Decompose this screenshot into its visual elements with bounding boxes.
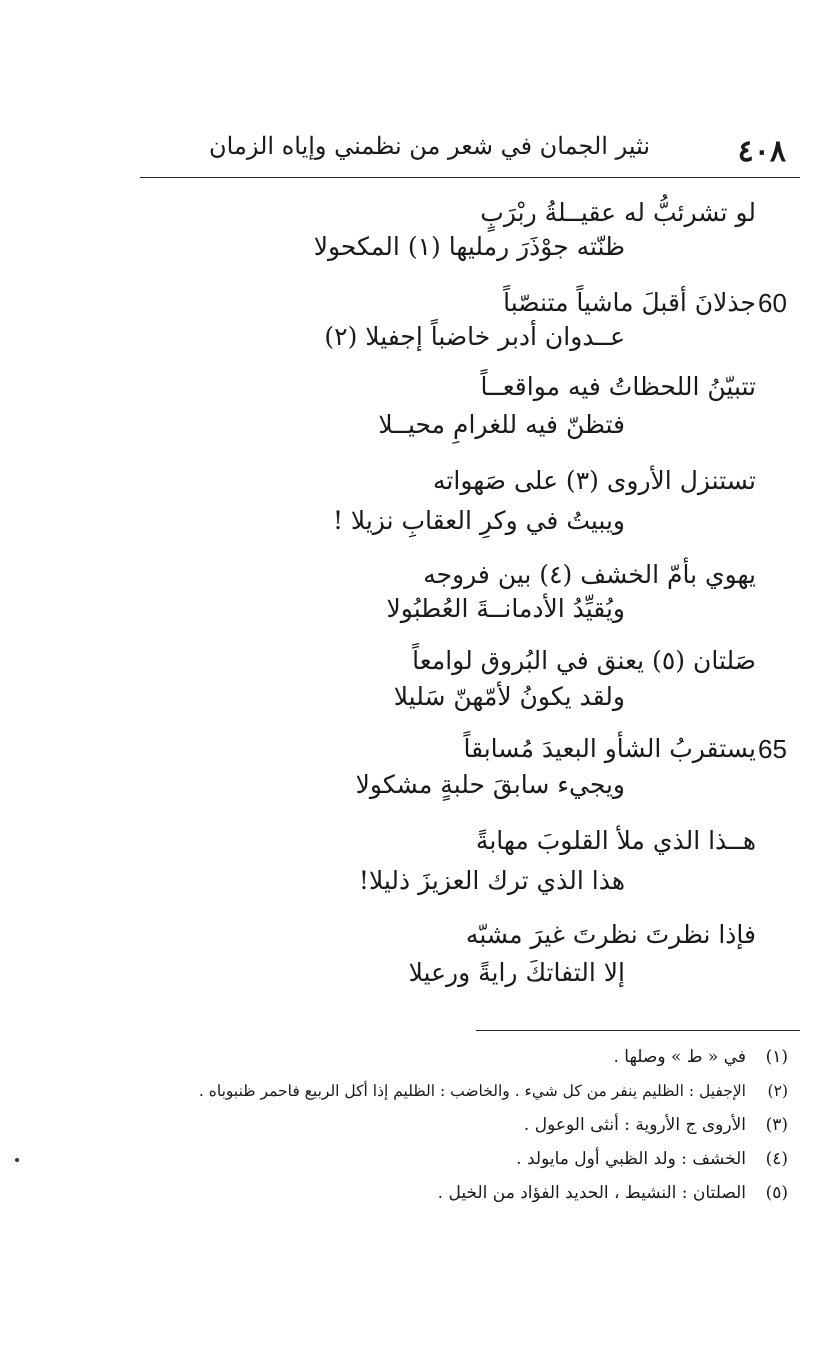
verse-number-60: 60: [758, 288, 787, 318]
footnote-number: (٥): [765, 1183, 788, 1203]
footnote-text: الصلتان : النشيط ، الحديد الفؤاد من الخيل .: [437, 1183, 746, 1203]
verse-9-line-1: فإذا نظرتَ نظرتَ غيرَ مشبّه: [465, 920, 756, 949]
header-rule: [140, 177, 800, 178]
scan-speck: [15, 1158, 19, 1162]
page-number: ٤٠٨: [737, 134, 786, 169]
verse-5-line-2: ويُقيِّدُ الأدمانــةَ العُطبُولا: [386, 594, 625, 623]
verse-9-line-2: إلا التفاتكَ رايةً ورعيلا: [408, 958, 625, 987]
footnote-5: [120, 1176, 788, 1210]
footnote-3: [120, 1108, 788, 1142]
verse-7-line-2: ويجيء سابقَ حلبةٍ مشكولا: [355, 770, 625, 799]
footnote-number: (١): [765, 1047, 788, 1067]
footnote-4: [120, 1142, 788, 1176]
footnotes: [120, 1040, 788, 1210]
verse-8-line-2: هذا الذي ترك العزيزَ ذليلا!: [358, 866, 625, 895]
footnote-number: (٣): [765, 1115, 788, 1135]
verse-5-line-1: يهوي بأمّ الخشف (٤) بين فروجه: [423, 560, 756, 589]
footnote-number: (٢): [767, 1082, 788, 1100]
footnote-1: [120, 1040, 788, 1074]
verse-6-line-1: صَلتان (٥) يعنق في البُروق لوامعاً: [412, 646, 756, 675]
verse-8-line-1: هــذا الذي ملأ القلوبَ مهابةً: [475, 826, 756, 855]
verse-7-line-1: يستقربُ الشأو البعيدَ مُسابقاً: [463, 734, 756, 763]
verse-1-line-2: ظنّته جوْذَرَ رمليها (١) المكحولا: [313, 232, 625, 261]
footnote-rule: [476, 1030, 800, 1031]
verse-4-line-1: تستنزل الأروى (٣) على صَهواته: [433, 466, 756, 495]
footnote-text: في « ط » وصلها .: [613, 1047, 746, 1067]
verse-2-line-1: جذلانَ أقبلَ ماشياً متنصّباً: [503, 288, 756, 317]
verse-4-line-2: ويبيتُ في وكرِ العقابِ نزيلا !: [332, 506, 625, 535]
footnote-text: الأروى ج الأروية : أنثى الوعول .: [523, 1115, 746, 1135]
running-title: نثير الجمان في شعر من نظمني وإياه الزمان: [209, 132, 650, 160]
footnote-text: الإجفيل : الظليم ينفر من كل شيء . والخاضب : الظليم إذا أكل الربيع فاحمر ظنبوباه .: [198, 1082, 746, 1100]
verse-3-line-2: فتظنّ فيه للغرامِ محيــلا: [378, 410, 625, 439]
footnote-number: (٤): [765, 1149, 788, 1169]
page-header: [140, 128, 800, 172]
verse-2-line-2: عــدوان أدبر خاضباً إجفيلا (٢): [324, 322, 625, 351]
verse-number-65: 65: [758, 734, 787, 764]
footnote-2: [120, 1074, 788, 1108]
verse-3-line-1: تتبيّنُ اللحظاتُ فيه مواقعــاً: [480, 372, 756, 401]
footnote-text: الخشف : ولد الظبي أول مايولد .: [516, 1149, 746, 1169]
verse-6-line-2: ولقد يكونُ لأمّهنّ سَليلا: [393, 682, 625, 711]
verse-1-line-1: لو تشرئبُّ له عقيــلةُ ربْرَبٍ: [480, 198, 756, 227]
